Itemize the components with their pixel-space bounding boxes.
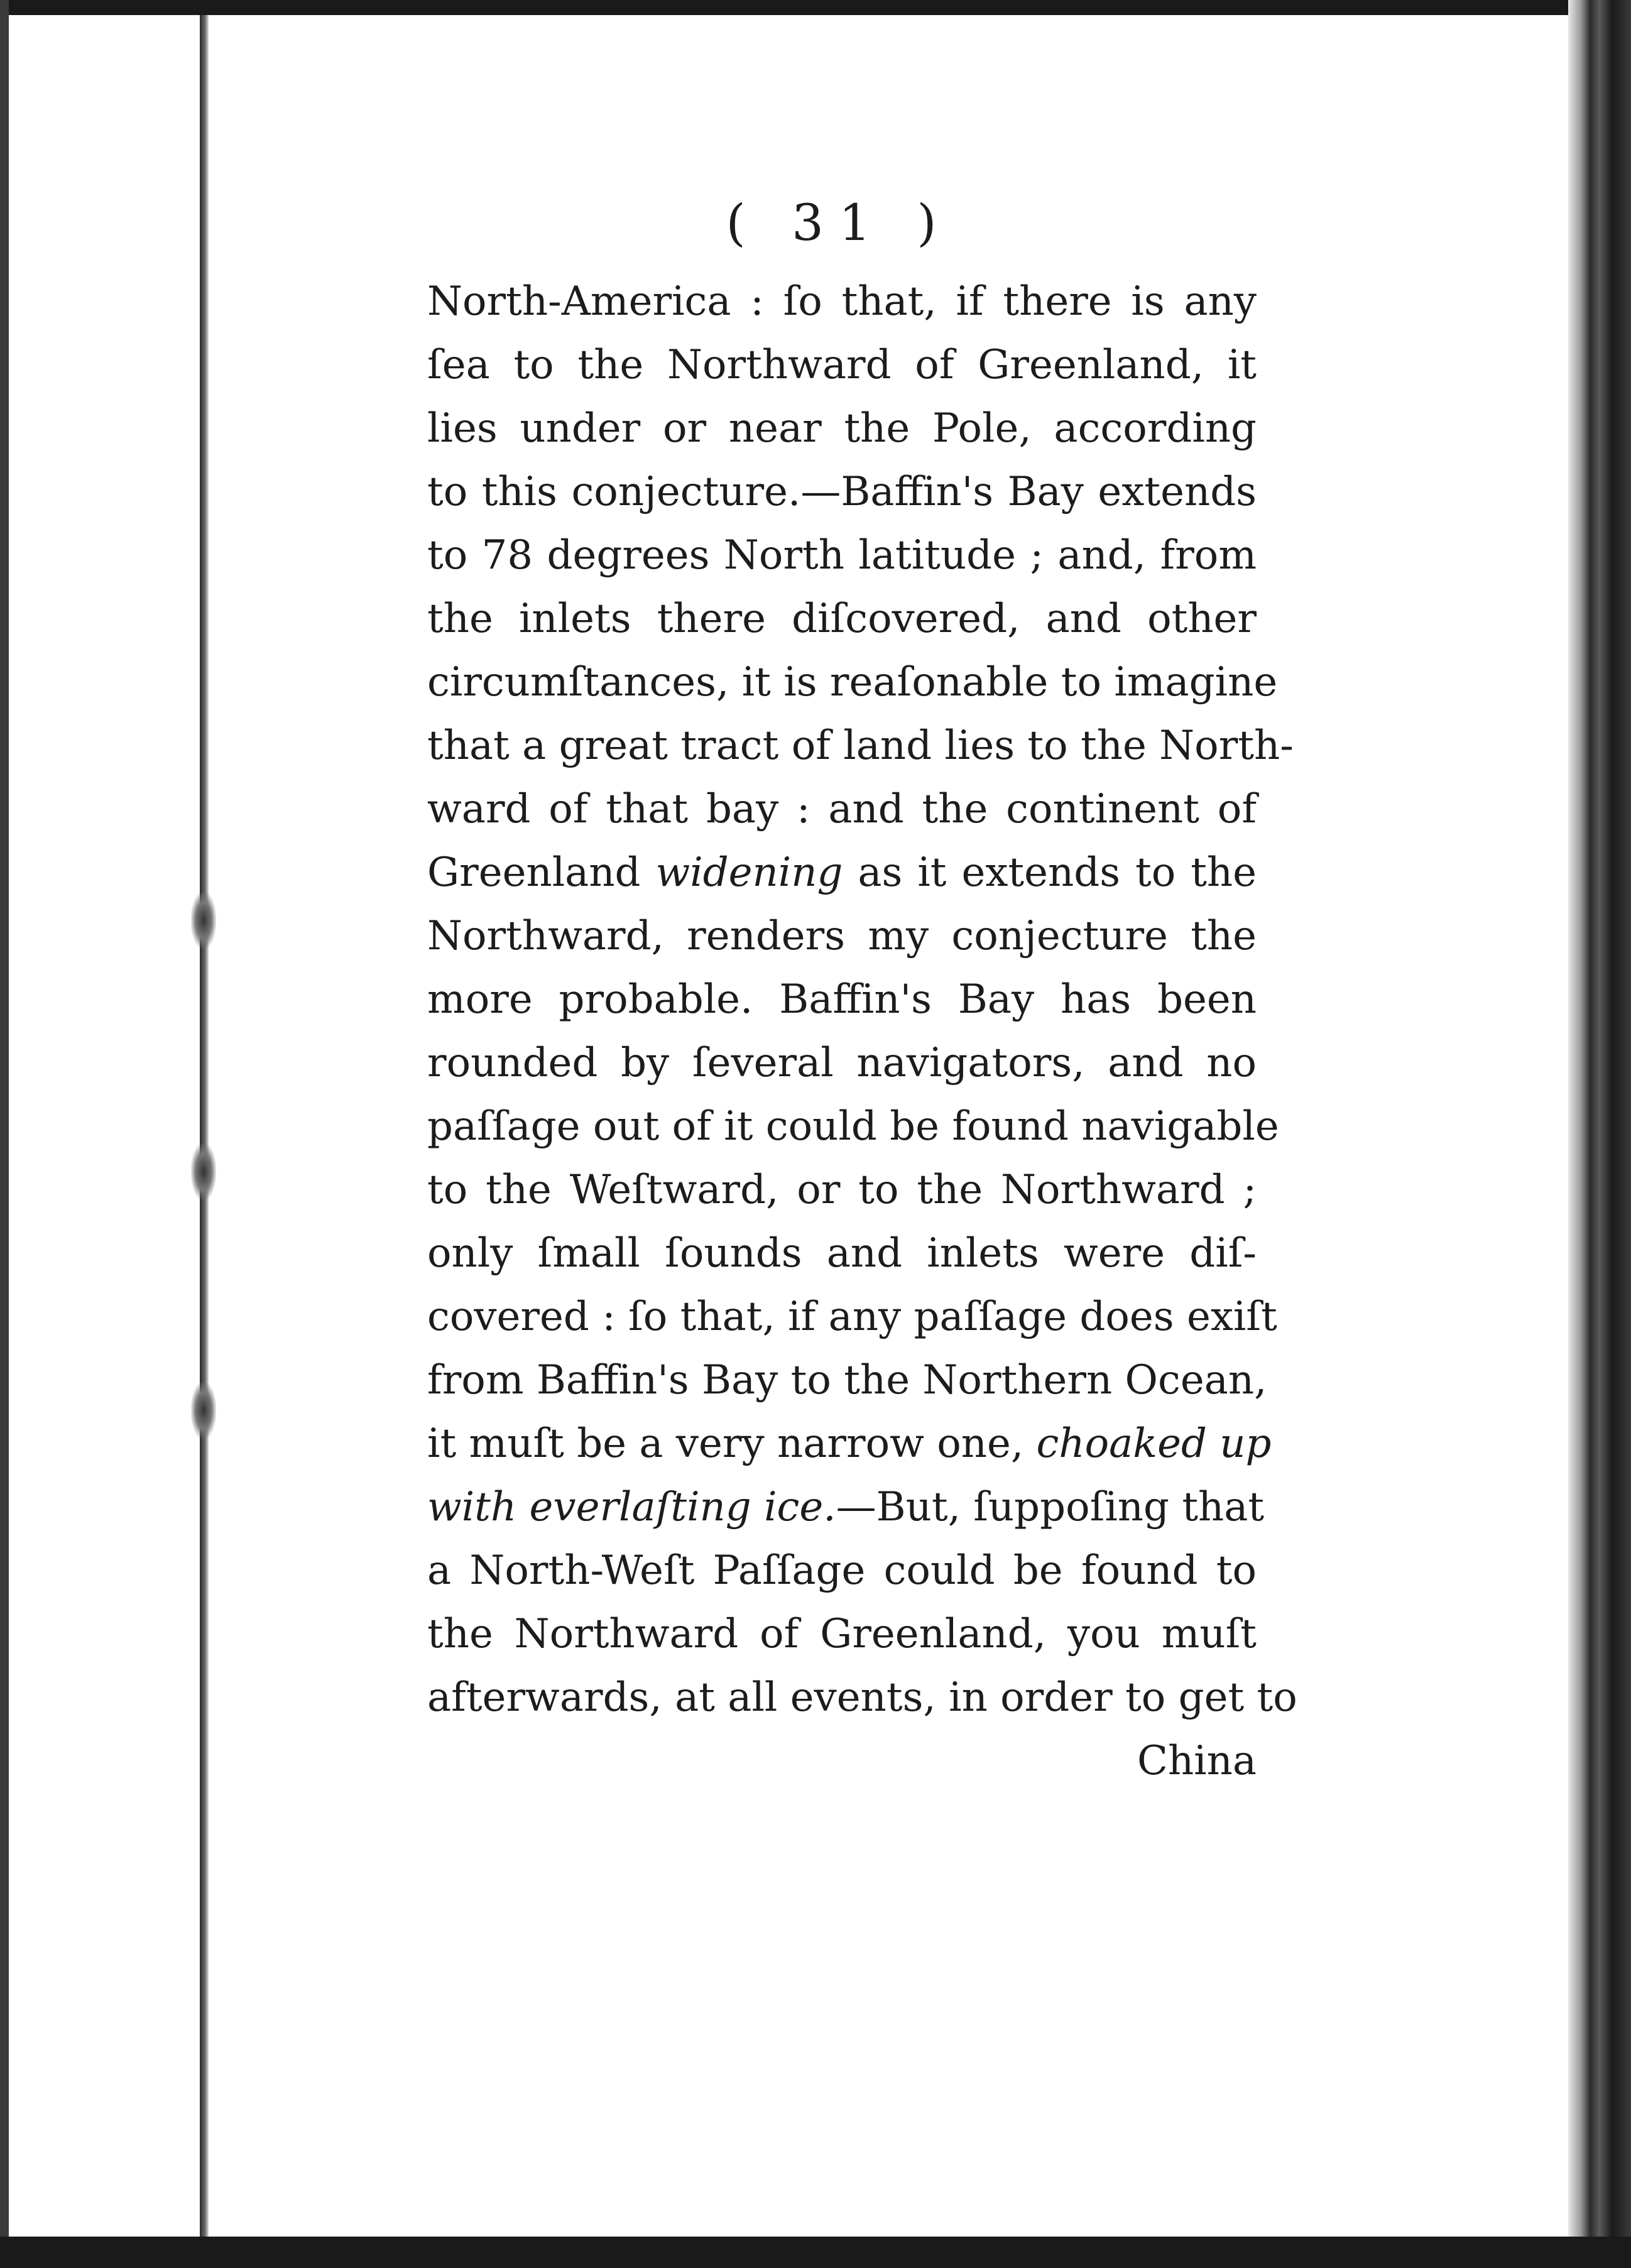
text-segment: North-America : ſo that, if there is any	[427, 278, 1257, 325]
text-line	[427, 1285, 1277, 1349]
page-gutter	[200, 15, 209, 2268]
text-segment: more probable. Baffin's Bay has been	[427, 976, 1257, 1023]
catchword: China	[1137, 1738, 1257, 1784]
text-segment: ward of that bay : and the continent of	[427, 786, 1257, 832]
text-line	[427, 651, 1278, 714]
text-segment: only ſmall ſounds and inlets were diſ-	[427, 1230, 1257, 1277]
italic-text: widening	[655, 849, 843, 896]
text-segment: circumſtances, it is reaſonable to imagine	[427, 659, 1278, 706]
text-line	[427, 1032, 1257, 1095]
text-line	[427, 714, 1294, 778]
text-segment: to the Weſtward, or to the Northward ;	[427, 1167, 1257, 1213]
body-text	[427, 270, 1297, 1730]
text-line	[427, 1539, 1257, 1603]
text-segment: to 78 degrees North latitude ; and, from	[427, 532, 1257, 579]
text-segment: —But, ſuppoſing that	[836, 1484, 1265, 1530]
text-segment: it muſt be a very narrow one,	[427, 1420, 1037, 1467]
book-page	[427, 188, 1297, 1793]
text-segment: paſſage out of it could be found navigable	[427, 1103, 1279, 1150]
text-segment: to this conjecture.—Baffin's Bay extends	[427, 469, 1257, 515]
text-segment: Northward, renders my conjecture the	[427, 913, 1257, 959]
text-line	[427, 270, 1257, 334]
text-line	[427, 968, 1257, 1032]
text-segment: ſea to the Northward of Greenland, it	[427, 342, 1257, 388]
italic-text: choaked up	[1036, 1420, 1272, 1467]
binding-stitch-mark	[191, 1382, 216, 1439]
text-segment: covered : ſo that, if any paſſage does exiſt	[427, 1294, 1277, 1340]
text-line	[427, 461, 1257, 524]
text-line	[427, 334, 1257, 397]
scan-top-edge	[0, 0, 1631, 15]
text-segment: the Northward of Greenland, you muſt	[427, 1611, 1257, 1657]
book-board-edge	[1568, 0, 1631, 2268]
text-segment: a North-Weſt Paſſage could be found to	[427, 1547, 1257, 1594]
text-line	[427, 1222, 1257, 1285]
text-line	[427, 1349, 1267, 1412]
text-line	[427, 841, 1257, 905]
text-segment: Greenland	[427, 849, 656, 896]
text-line	[427, 1666, 1297, 1730]
text-segment: afterwards, at all events, in order to get to	[427, 1674, 1297, 1721]
italic-text: with everlaſting ice.	[427, 1484, 836, 1530]
scan-bottom-edge	[0, 2237, 1631, 2268]
text-line	[427, 1159, 1257, 1222]
text-segment: the inlets there diſcovered, and other	[427, 596, 1257, 642]
text-line	[427, 1095, 1279, 1159]
page-number: ( 31 )	[726, 194, 952, 252]
text-line	[427, 397, 1257, 461]
text-segment: as it extends to the	[843, 849, 1257, 896]
text-line	[427, 778, 1257, 841]
facing-page-edge	[0, 0, 9, 2268]
text-line	[427, 587, 1257, 651]
text-segment: from Baffin's Bay to the Northern Ocean,	[427, 1357, 1267, 1404]
text-segment: rounded by ſeveral navigators, and no	[427, 1040, 1257, 1086]
text-segment: lies under or near the Pole, according	[427, 405, 1257, 452]
text-line	[427, 1412, 1272, 1476]
text-line	[427, 1476, 1265, 1539]
text-line	[427, 1603, 1257, 1666]
text-line	[427, 524, 1257, 587]
binding-stitch-mark	[191, 892, 216, 949]
binding-stitch-mark	[191, 1143, 216, 1200]
text-line	[427, 905, 1257, 968]
text-segment: that a great tract of land lies to the North-	[427, 722, 1294, 769]
